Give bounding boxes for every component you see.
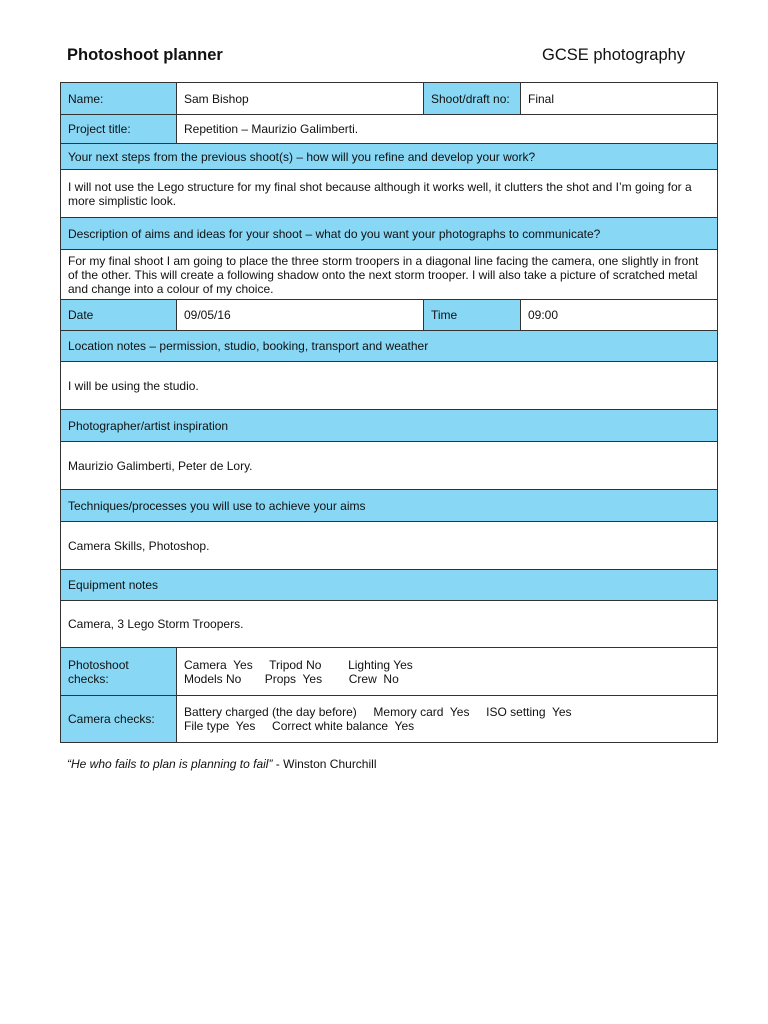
equipment-text: Camera, 3 Lego Storm Troopers. xyxy=(61,601,718,648)
time-value: 09:00 xyxy=(521,300,718,331)
inspiration-heading: Photographer/artist inspiration xyxy=(61,410,718,442)
photoshoot-checks-line1: Camera Yes Tripod No Lighting Yes xyxy=(184,657,413,672)
date-value: 09/05/16 xyxy=(177,300,424,331)
aims-heading-row xyxy=(61,218,718,250)
photoshoot-checks-row xyxy=(61,648,718,696)
project-row xyxy=(61,115,718,144)
name-label: Name: xyxy=(61,83,177,115)
location-text: I will be using the studio. xyxy=(61,362,718,410)
next-steps-heading: Your next steps from the previous shoot(s) – how will you refine and develop your work? xyxy=(61,144,718,170)
camera-checks-line1: Battery charged (the day before) Memory card Yes ISO setting Yes xyxy=(184,705,572,719)
photoshoot-checks-line2: Models No Props Yes Crew No xyxy=(184,671,399,686)
shoot-value: Final xyxy=(521,83,718,115)
photoshoot-checks-value xyxy=(177,648,718,696)
shoot-label: Shoot/draft no: xyxy=(424,83,521,115)
project-value: Repetition – Maurizio Galimberti. xyxy=(177,115,718,144)
aims-heading: Description of aims and ideas for your shoot – what do you want your photographs to communicate? xyxy=(61,218,718,250)
page-title: Photoshoot planner xyxy=(67,46,223,64)
subject-title: GCSE photography xyxy=(542,46,686,64)
inspiration-text: Maurizio Galimberti, Peter de Lory. xyxy=(61,442,718,490)
techniques-heading-row xyxy=(61,490,718,522)
camera-checks-label: Camera checks: xyxy=(61,696,177,743)
date-label: Date xyxy=(61,300,177,331)
techniques-heading: Techniques/processes you will use to achieve your aims xyxy=(61,490,718,522)
project-label: Project title: xyxy=(61,115,177,144)
equipment-heading: Equipment notes xyxy=(61,570,718,601)
quote-attribution: - Winston Churchill xyxy=(272,757,377,771)
location-row xyxy=(61,362,718,410)
camera-checks-line2: File type Yes Correct white balance Yes xyxy=(184,719,415,733)
name-value: Sam Bishop xyxy=(177,83,424,115)
location-heading-row xyxy=(61,331,718,362)
quote xyxy=(67,757,376,771)
next-steps-heading-row xyxy=(61,144,718,170)
next-steps-text: I will not use the Lego structure for my final shot because although it works well, it clutters the shot and I’m going for a more simplistic look. xyxy=(61,170,718,218)
inspiration-row xyxy=(61,442,718,490)
name-row xyxy=(61,83,718,115)
inspiration-heading-row xyxy=(61,410,718,442)
camera-checks-value xyxy=(177,696,718,743)
time-label: Time xyxy=(424,300,521,331)
aims-row xyxy=(61,250,718,300)
techniques-row xyxy=(61,522,718,570)
equipment-row xyxy=(61,601,718,648)
next-steps-row xyxy=(61,170,718,218)
date-time-row xyxy=(61,300,718,331)
techniques-text: Camera Skills, Photoshop. xyxy=(61,522,718,570)
planner-table xyxy=(60,82,718,743)
aims-text: For my final shoot I am going to place the three storm troopers in a diagonal line facing the camera, one slightly in front of the other. This will create a following shadow onto the next storm trooper. I will also take a picture of scratched metal and change into a colour of my choice. xyxy=(61,250,718,300)
location-heading: Location notes – permission, studio, booking, transport and weather xyxy=(61,331,718,362)
camera-checks-row xyxy=(61,696,718,743)
quote-text: “He who fails to plan is planning to fail” xyxy=(67,757,273,771)
equipment-heading-row xyxy=(61,570,718,601)
photoshoot-checks-label: Photoshoot checks: xyxy=(61,648,177,696)
